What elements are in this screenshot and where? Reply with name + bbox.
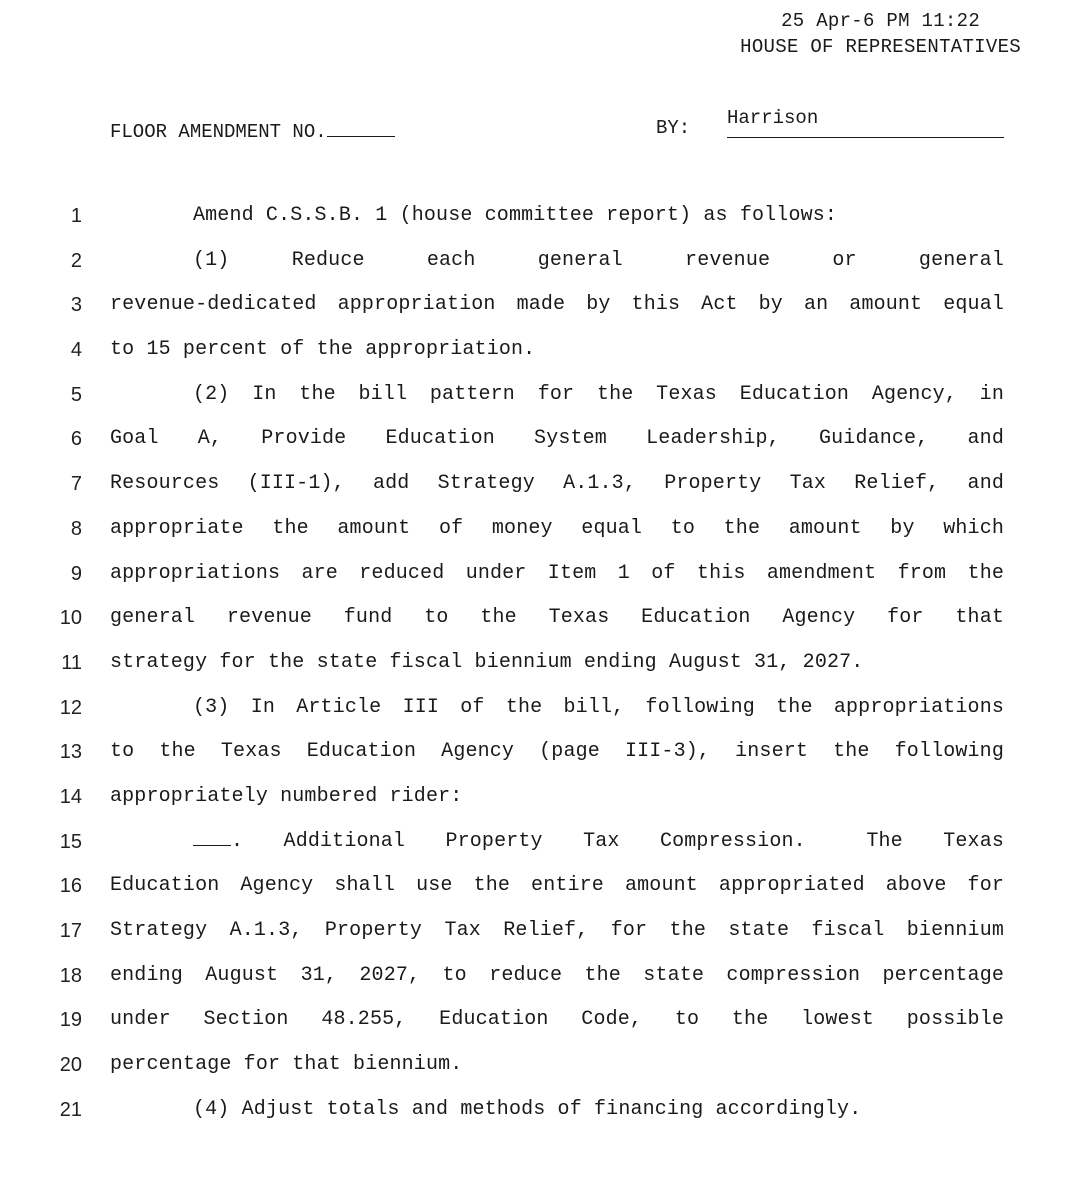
line-text: appropriations are reduced under Item 1 of this amendment from the — [110, 561, 1004, 585]
line-number: 6 — [70, 428, 82, 451]
line-text: Education Agency shall use the entire amount appropriated above for — [110, 874, 1004, 898]
line-text: strategy for the state fiscal biennium ending August 31, 2027. — [110, 650, 864, 674]
line-number: 10 — [59, 607, 82, 630]
line-number: 4 — [70, 339, 82, 362]
line-text: (2) In the bill pattern for the Texas Education Agency, in — [193, 382, 1004, 406]
body-line — [0, 641, 1083, 686]
line-text: Strategy A.1.3, Property Tax Relief, for the state fiscal biennium — [110, 919, 1004, 942]
line-number: 7 — [70, 473, 82, 496]
line-number: 14 — [59, 785, 82, 808]
line-text: (4) Adjust totals and methods of financing accordingly. — [193, 1097, 862, 1121]
body-line — [0, 820, 1083, 865]
body-line — [0, 552, 1083, 597]
line-text: . Additional Property Tax Compression. The Texas — [231, 829, 1004, 853]
line-text: (3) In Article III of the bill, following the appropriations — [193, 695, 1004, 719]
line-number: 20 — [59, 1054, 82, 1077]
body-line — [0, 328, 1083, 373]
body-line — [0, 730, 1083, 775]
line-text: Goal A, Provide Education System Leadership, Guidance, and — [110, 427, 1004, 451]
line-number: 16 — [59, 875, 82, 898]
line-number: 8 — [70, 517, 82, 540]
line-text: Amend C.S.S.B. 1 (house committee report) as follows: — [193, 204, 838, 227]
line-text: appropriately numbered rider: — [110, 784, 463, 808]
line-number: 12 — [59, 696, 82, 719]
line-text: percentage for that biennium. — [110, 1053, 463, 1077]
body-line — [0, 239, 1083, 284]
rider-number-blank — [193, 823, 231, 846]
line-text: (1) Reduce each general revenue or general — [193, 248, 1004, 272]
line-text: Resources (III-1), add Strategy A.1.3, Property Tax Relief, and — [110, 472, 1004, 496]
amendment-number-blank — [327, 117, 395, 137]
line-number: 11 — [61, 651, 82, 674]
line-number: 19 — [59, 1009, 82, 1032]
line-number: 1 — [70, 205, 82, 227]
floor-amendment-text: FLOOR AMENDMENT NO. — [110, 121, 327, 143]
line-number: 18 — [59, 964, 82, 987]
body-line — [0, 194, 1083, 239]
body-line — [0, 462, 1083, 507]
body-line — [0, 775, 1083, 820]
body-line — [0, 417, 1083, 462]
line-number: 3 — [70, 294, 82, 317]
line-number: 9 — [70, 562, 82, 585]
body-line — [0, 909, 1083, 954]
body-line — [0, 507, 1083, 552]
body-line — [0, 954, 1083, 999]
line-text: to 15 percent of the appropriation. — [110, 338, 536, 362]
by-label: BY: — [656, 117, 691, 139]
line-number: 5 — [70, 383, 82, 406]
floor-amendment-label — [110, 117, 395, 143]
line-text: general revenue fund to the Texas Education Agency for that — [110, 606, 1004, 630]
stamp-office: HOUSE OF REPRESENTATIVES — [740, 36, 1021, 58]
author-name: Harrison — [727, 107, 819, 129]
line-text: to the Texas Education Agency (page III-3), insert the following — [110, 740, 1004, 764]
body-line — [0, 686, 1083, 731]
body-line — [0, 864, 1083, 909]
body-line — [0, 1088, 1083, 1133]
line-text: under Section 48.255, Education Code, to the lowest possible — [110, 1008, 1004, 1032]
line-number: 13 — [59, 741, 82, 764]
line-number: 17 — [59, 920, 82, 942]
body-line — [0, 596, 1083, 641]
amendment-header — [0, 107, 1083, 145]
body-line — [0, 283, 1083, 328]
line-text: ending August 31, 2027, to reduce the state compression percentage — [110, 963, 1004, 987]
amendment-body — [0, 194, 1083, 1132]
line-text: revenue-dedicated appropriation made by this Act by an amount equal — [110, 293, 1004, 317]
line-number: 2 — [70, 249, 82, 272]
line-number: 21 — [59, 1098, 82, 1121]
body-line — [0, 998, 1083, 1043]
line-number: 15 — [59, 830, 82, 853]
rider-line — [193, 820, 1004, 865]
filing-stamp — [740, 8, 1021, 60]
body-line — [0, 373, 1083, 418]
line-text: appropriate the amount of money equal to the amount by which — [110, 516, 1004, 540]
body-line — [0, 1043, 1083, 1088]
author-field — [727, 107, 1004, 138]
stamp-date-time: 25 Apr-6 PM 11:22 — [781, 10, 981, 32]
